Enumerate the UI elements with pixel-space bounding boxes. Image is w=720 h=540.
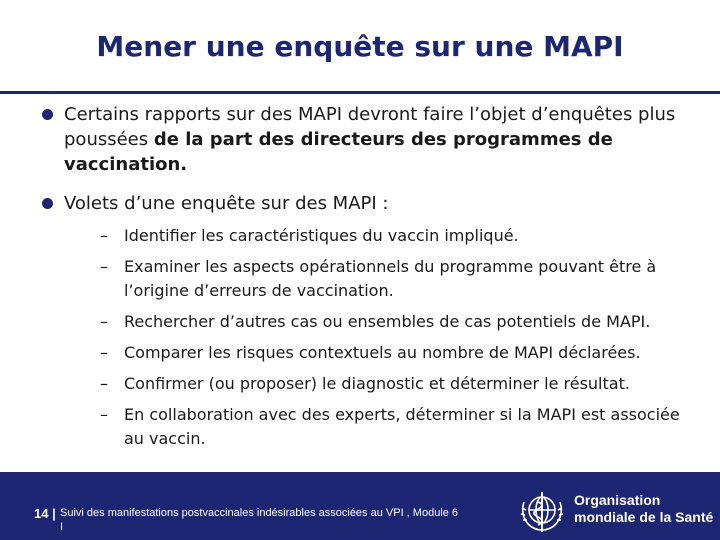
slide-title: Mener une enquête sur une MAPI: [96, 30, 624, 63]
bullet-dot-icon: [42, 109, 53, 120]
dash-icon: –: [100, 405, 108, 424]
page-number: 14 |: [34, 506, 56, 521]
sub-bullet-item: [64, 403, 700, 451]
footer-caption: Suivi des manifestations postvaccinales indésirables associées au VPI , Module 6 I: [60, 507, 459, 533]
bullet-bold-text: de la part des directeurs des programmes de vaccination.: [64, 129, 613, 175]
sub-bullet-item: [64, 255, 700, 303]
bullet-dot-icon: [42, 198, 53, 209]
organisation-name: Organisation mondiale de la Santé: [574, 492, 714, 525]
bullet-text: Certains rapports sur des MAPI devront faire l’objet d’enquêtes plus poussées: [64, 104, 676, 150]
sub-bullet-list: [64, 224, 700, 451]
bullet-text: Volets d’une enquête sur des MAPI :: [64, 193, 389, 214]
sub-bullet-text: En collaboration avec des experts, déterminer si la MAPI est associée au vaccin.: [124, 405, 680, 448]
dash-icon: –: [100, 374, 108, 393]
sub-bullet-text: Comparer les risques contextuels au nombre de MAPI déclarées.: [124, 343, 641, 362]
dash-icon: –: [100, 226, 108, 245]
sub-bullet-text: Rechercher d’autres cas ou ensembles de cas potentiels de MAPI.: [124, 312, 651, 331]
bullet-item: [40, 191, 700, 451]
who-emblem-icon: [516, 488, 568, 536]
dash-icon: –: [100, 312, 108, 331]
sub-bullet-item: [64, 310, 700, 334]
dash-icon: –: [100, 343, 108, 362]
sub-bullet-text: Examiner les aspects opérationnels du programme pouvant être à l’origine d’erreurs de vaccination.: [124, 257, 657, 300]
sub-bullet-item: [64, 341, 700, 365]
dash-icon: –: [100, 257, 108, 276]
bullet-item: [40, 102, 700, 177]
sub-bullet-item: [64, 224, 700, 248]
title-divider: [0, 91, 720, 94]
sub-bullet-item: [64, 372, 700, 396]
slide-footer: [0, 472, 720, 540]
sub-bullet-text: Identifier les caractéristiques du vaccin impliqué.: [124, 226, 519, 245]
slide-content: [40, 102, 700, 458]
sub-bullet-text: Confirmer (ou proposer) le diagnostic et déterminer le résultat.: [124, 374, 630, 393]
